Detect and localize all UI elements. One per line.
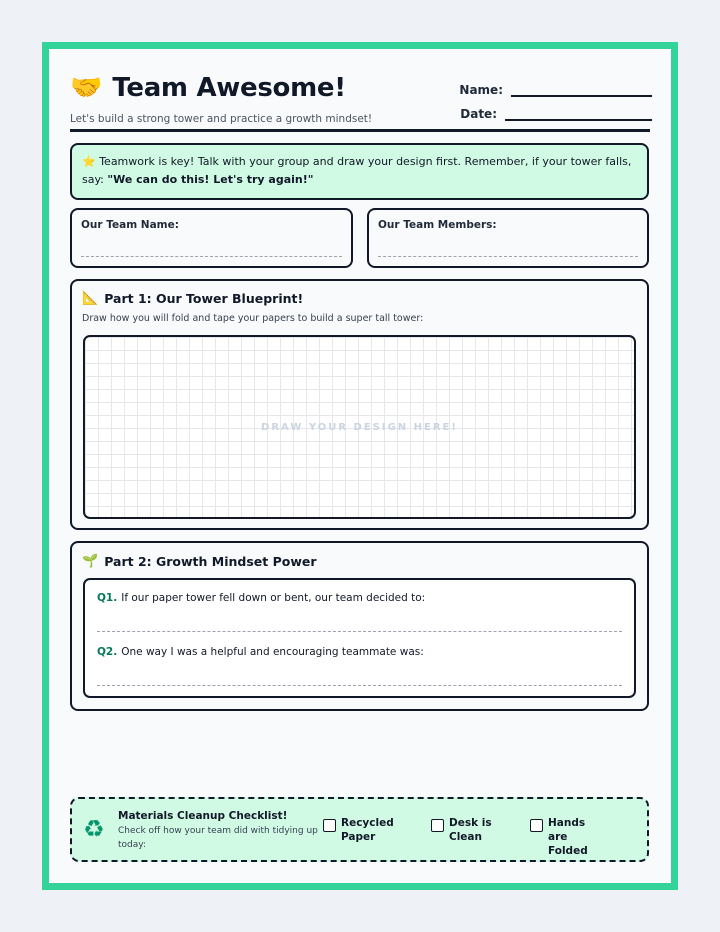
team-name-box[interactable] <box>70 208 353 268</box>
drawing-hint: DRAW YOUR DESIGN HERE! <box>261 421 458 433</box>
question-2-text: One way I was a helpful and encouraging teammate was: <box>121 646 424 658</box>
recycle-icon: ♻ <box>83 815 105 843</box>
question-1-text: If our paper tower fell down or bent, our team decided to: <box>121 592 426 604</box>
question-2 <box>97 646 424 658</box>
checklist-subtitle: Check off how your team did with tidying up today: <box>118 826 318 850</box>
handshake-icon: 🤝 <box>70 73 103 103</box>
worksheet <box>42 42 678 890</box>
tip-quote: "We can do this! Let's try again!" <box>107 173 314 186</box>
header-divider <box>70 129 650 132</box>
team-name-line[interactable] <box>81 256 342 257</box>
part1-title: Part 1: Our Tower Blueprint! <box>104 291 304 306</box>
triangle-ruler-icon: 📐 <box>82 291 99 306</box>
page-title: Team Awesome! <box>112 73 346 103</box>
questions-box <box>83 578 636 698</box>
checkbox[interactable] <box>530 819 543 832</box>
team-members-box[interactable] <box>367 208 649 268</box>
checklist-item-label: Recycled Paper <box>341 817 394 843</box>
team-members-line[interactable] <box>378 256 638 257</box>
part2-heading <box>82 554 317 569</box>
question-2-number: Q2. <box>97 646 118 658</box>
checklist-item-recycled-paper[interactable] <box>323 816 393 844</box>
star-icon: ⭐ <box>82 155 96 168</box>
checklist-item-desk-clean[interactable] <box>431 816 501 844</box>
name-line[interactable] <box>511 83 652 97</box>
name-label: Name: <box>459 83 503 97</box>
checklist-title: Materials Cleanup Checklist! <box>118 810 288 822</box>
checklist-item-label: Desk is Clean <box>449 817 492 843</box>
cleanup-checklist <box>70 797 649 862</box>
answer-1-line[interactable] <box>97 631 622 632</box>
part1-section <box>70 279 649 530</box>
date-line[interactable] <box>505 107 652 121</box>
part1-instructions: Draw how you will fold and tape your papers to build a super tall tower: <box>82 313 424 324</box>
answer-2-line[interactable] <box>97 685 622 686</box>
checklist-item-label: Hands are Folded <box>548 817 588 857</box>
seedling-icon: 🌱 <box>82 554 99 569</box>
part2-section <box>70 541 649 711</box>
checkbox[interactable] <box>323 819 336 832</box>
part1-heading <box>82 291 423 306</box>
checkbox[interactable] <box>431 819 444 832</box>
team-members-label: Our Team Members: <box>378 219 497 231</box>
date-label: Date: <box>460 107 497 121</box>
page-subtitle: Let's build a strong tower and practice a growth mindset! <box>70 113 373 125</box>
teamwork-tip <box>70 143 649 200</box>
name-field[interactable] <box>459 83 652 97</box>
question-1 <box>97 592 425 604</box>
date-field[interactable] <box>460 107 652 121</box>
question-1-number: Q1. <box>97 592 118 604</box>
checklist-item-hands-folded[interactable] <box>530 816 600 858</box>
team-name-label: Our Team Name: <box>81 219 179 231</box>
part2-title: Part 2: Growth Mindset Power <box>104 554 317 569</box>
worksheet-header <box>70 73 652 137</box>
tip-text: Teamwork is key! Talk with your group and draw your design first. Remember, if your tower falls, say: <box>82 155 632 186</box>
blueprint-drawing-area[interactable] <box>83 335 636 519</box>
